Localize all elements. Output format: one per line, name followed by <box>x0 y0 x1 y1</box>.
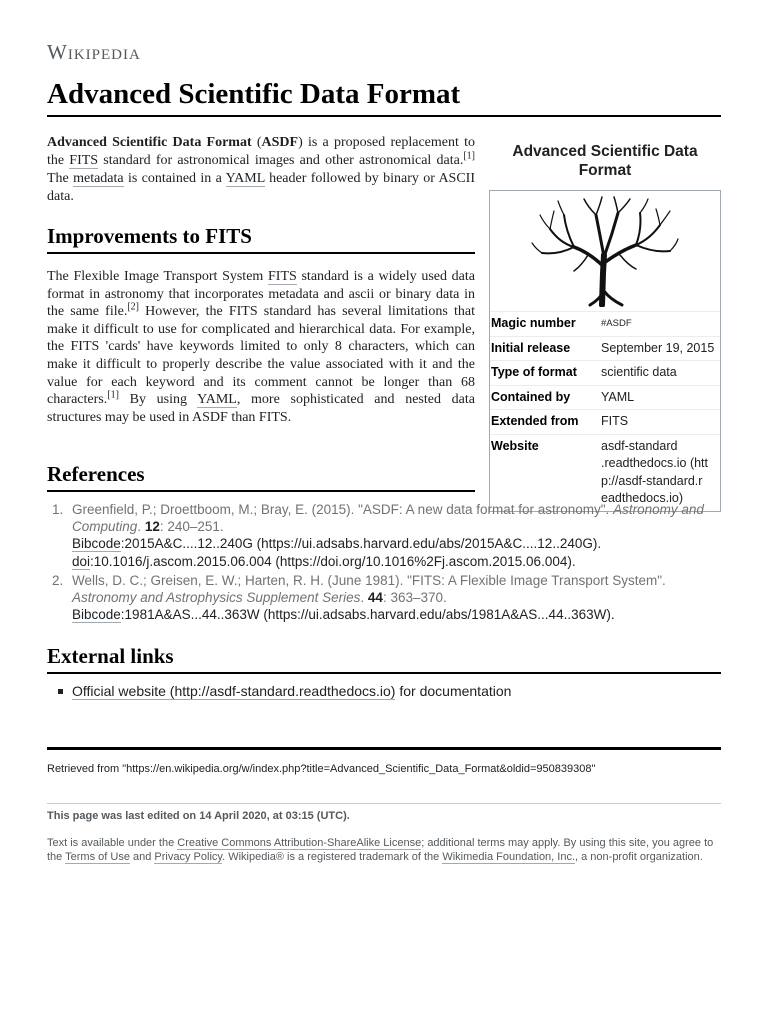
wikimedia-foundation-link[interactable]: Wikimedia Foundation, Inc. <box>442 851 576 864</box>
license-text <box>47 836 727 865</box>
page-title: Advanced Scientific Data Format <box>47 78 721 117</box>
fits-link-2[interactable]: FITS <box>268 269 297 284</box>
intro-text-1: ( <box>251 135 262 150</box>
official-website-link[interactable]: Official website (http://asdf-standard.readthedocs.io) <box>72 683 396 699</box>
impr-text-4: By using <box>118 392 198 408</box>
infobox-value[interactable]: FITS <box>601 414 629 428</box>
infobox-row-extended <box>490 409 720 434</box>
impr-text-5: , more sophisticated and nested data structures may be used in ASDF than FITS. <box>47 392 475 425</box>
infobox-row-release <box>490 336 720 361</box>
infobox-label: Contained by <box>491 389 571 404</box>
ref-bibcode-link[interactable]: :2015A&C....12..240G (https://ui.adsabs.harvard.edu/abs/2015A&C....12..240G). <box>120 536 602 552</box>
infobox-image[interactable] <box>490 191 720 311</box>
last-edited: This page was last edited on 14 April 2020, at 03:15 (UTC). <box>47 810 350 822</box>
citation-1b[interactable]: [1] <box>107 389 119 401</box>
infobox-title: Advanced Scientific Data Format <box>512 143 698 179</box>
footer-divider <box>47 747 721 750</box>
list-bullet <box>58 689 63 694</box>
references-list <box>52 501 722 625</box>
retrieved-from <box>47 763 737 775</box>
fits-link[interactable]: FITS <box>69 153 99 168</box>
intro-term: Advanced Scientific Data Format <box>47 135 252 150</box>
ref-sep: . <box>137 519 145 535</box>
improvements-heading: Improvements to FITS <box>47 224 475 254</box>
citation-2[interactable]: [2] <box>127 301 140 313</box>
infobox <box>489 130 721 512</box>
intro-text-3: standard for astronomical images and other astronomical data. <box>98 153 464 168</box>
license-text-3: and <box>129 851 155 864</box>
infobox-value: #ASDF <box>601 318 632 329</box>
metadata-link[interactable]: metadata <box>73 171 124 186</box>
ref-bibcode-label[interactable]: Bibcode <box>72 607 121 623</box>
infobox-row-magic <box>490 311 720 336</box>
external-links-heading: External links <box>47 644 721 674</box>
cc-license-link[interactable]: Creative Commons Attribution-ShareAlike License <box>177 837 422 849</box>
infobox-value: September 19, 2015 <box>601 340 715 355</box>
infobox-row-website <box>490 434 720 511</box>
terms-of-use-link[interactable]: Terms of Use <box>65 851 130 864</box>
reference-number: 2. <box>52 572 64 588</box>
infobox-table <box>489 190 721 512</box>
yaml-link[interactable]: YAML <box>225 171 265 186</box>
footer-thin-divider <box>47 803 721 804</box>
citation-1[interactable]: [1] <box>463 150 475 162</box>
infobox-label: Website <box>491 438 539 453</box>
tree-icon <box>530 195 680 307</box>
intro-text-2: ) is a proposed replacement to the <box>47 135 475 168</box>
license-text-1: Text is available under the <box>47 837 178 849</box>
references-heading: References <box>47 462 475 492</box>
ref-pages: : 363–370. <box>382 590 447 606</box>
reference-item <box>52 501 722 570</box>
ref-bibcode-label[interactable]: Bibcode <box>72 536 121 552</box>
intro-paragraph <box>47 134 475 206</box>
license-text-2: ; additional terms may apply. By using this site, you agree to the <box>47 837 714 864</box>
ref-authors[interactable]: Greenfield, P.; Droettboom, M.; Bray, E. (2015). "ASDF: A new data format for astronomy". <box>72 502 614 517</box>
wikipedia-wordmark[interactable] <box>47 40 141 65</box>
reference-item <box>52 572 722 624</box>
impr-text-2: standard is a widely used data format in astronomy that incorporates metadata and ascii or binary data in the same file. <box>47 269 476 320</box>
infobox-row-contained <box>490 385 720 410</box>
ref-bibcode-link[interactable]: :1981A&AS...44..363W (https://ui.adsabs.harvard.edu/abs/1981A&AS...44..363W). <box>120 607 615 623</box>
intro-text-6: header followed by binary or ASCII data. <box>47 171 476 204</box>
intro-text-4: The <box>47 171 74 186</box>
external-link-suffix: for documentation <box>395 683 512 699</box>
retrieved-url-link[interactable]: https://en.wikipedia.org/w/index.php?title=Advanced_Scientific_Data_Format&oldid=950839308 <box>126 763 592 775</box>
wordmark-text: Wikipedia <box>47 40 141 64</box>
impr-text-3: However, the FITS standard has several limitations that make it difficult to use for complicated and hierarchical data. For example, the FITS 'cards' have keywords limited to only 8 characters, which can make it difficult to properly describe the value associated with it and the value for each keyword and its comment cannot be longer than 68 characters. <box>47 304 475 408</box>
external-link-item <box>72 683 722 699</box>
infobox-label: Extended from <box>491 414 579 428</box>
infobox-label: Magic number <box>491 316 576 330</box>
ref-journal: Astronomy and Astrophysics Supplement Series <box>72 590 361 606</box>
yaml-link-2[interactable]: YAML <box>197 392 237 408</box>
license-text-5: , a non-profit organization. <box>575 851 703 864</box>
privacy-policy-link[interactable]: Privacy Policy <box>154 851 223 864</box>
infobox-website-link[interactable]: asdf-standard .readthedocs.io (htt p://asdf-standard.r eadthedocs.io) <box>601 438 709 505</box>
ref-journal: Astronomy and Computing <box>72 502 704 535</box>
ref-pages: : 240–251. <box>159 519 224 535</box>
impr-text-1: The Flexible Image Transport System <box>47 269 268 284</box>
intro-text-5: is contained in a <box>123 171 226 186</box>
intro-abbr: ASDF <box>261 135 299 150</box>
infobox-label: Type of format <box>491 365 577 379</box>
ref-doi-label[interactable]: doi <box>72 553 91 569</box>
improvements-paragraph <box>47 268 475 426</box>
ref-volume: 44 <box>367 590 383 606</box>
retrieved-suffix: " <box>591 763 596 775</box>
reference-number: 1. <box>52 502 64 517</box>
ref-authors[interactable]: Wells, D. C.; Greisen, E. W.; Harten, R. H. (June 1981). "FITS: A Flexible Image Transport System". <box>72 572 666 588</box>
ref-volume: 12 <box>144 519 160 535</box>
infobox-label: Initial release <box>491 340 571 355</box>
license-text-4: . Wikipedia® is a registered trademark of the <box>222 851 443 864</box>
infobox-value[interactable]: YAML <box>601 389 635 404</box>
retrieved-prefix: Retrieved from " <box>47 763 127 775</box>
infobox-row-type <box>490 360 720 385</box>
ref-doi-link[interactable]: :10.1016/j.ascom.2015.06.004 (https://doi.org/10.1016%2Fj.ascom.2015.06.004). <box>90 553 576 569</box>
infobox-value[interactable]: scientific data <box>601 365 677 379</box>
ref-sep: . <box>360 590 368 606</box>
